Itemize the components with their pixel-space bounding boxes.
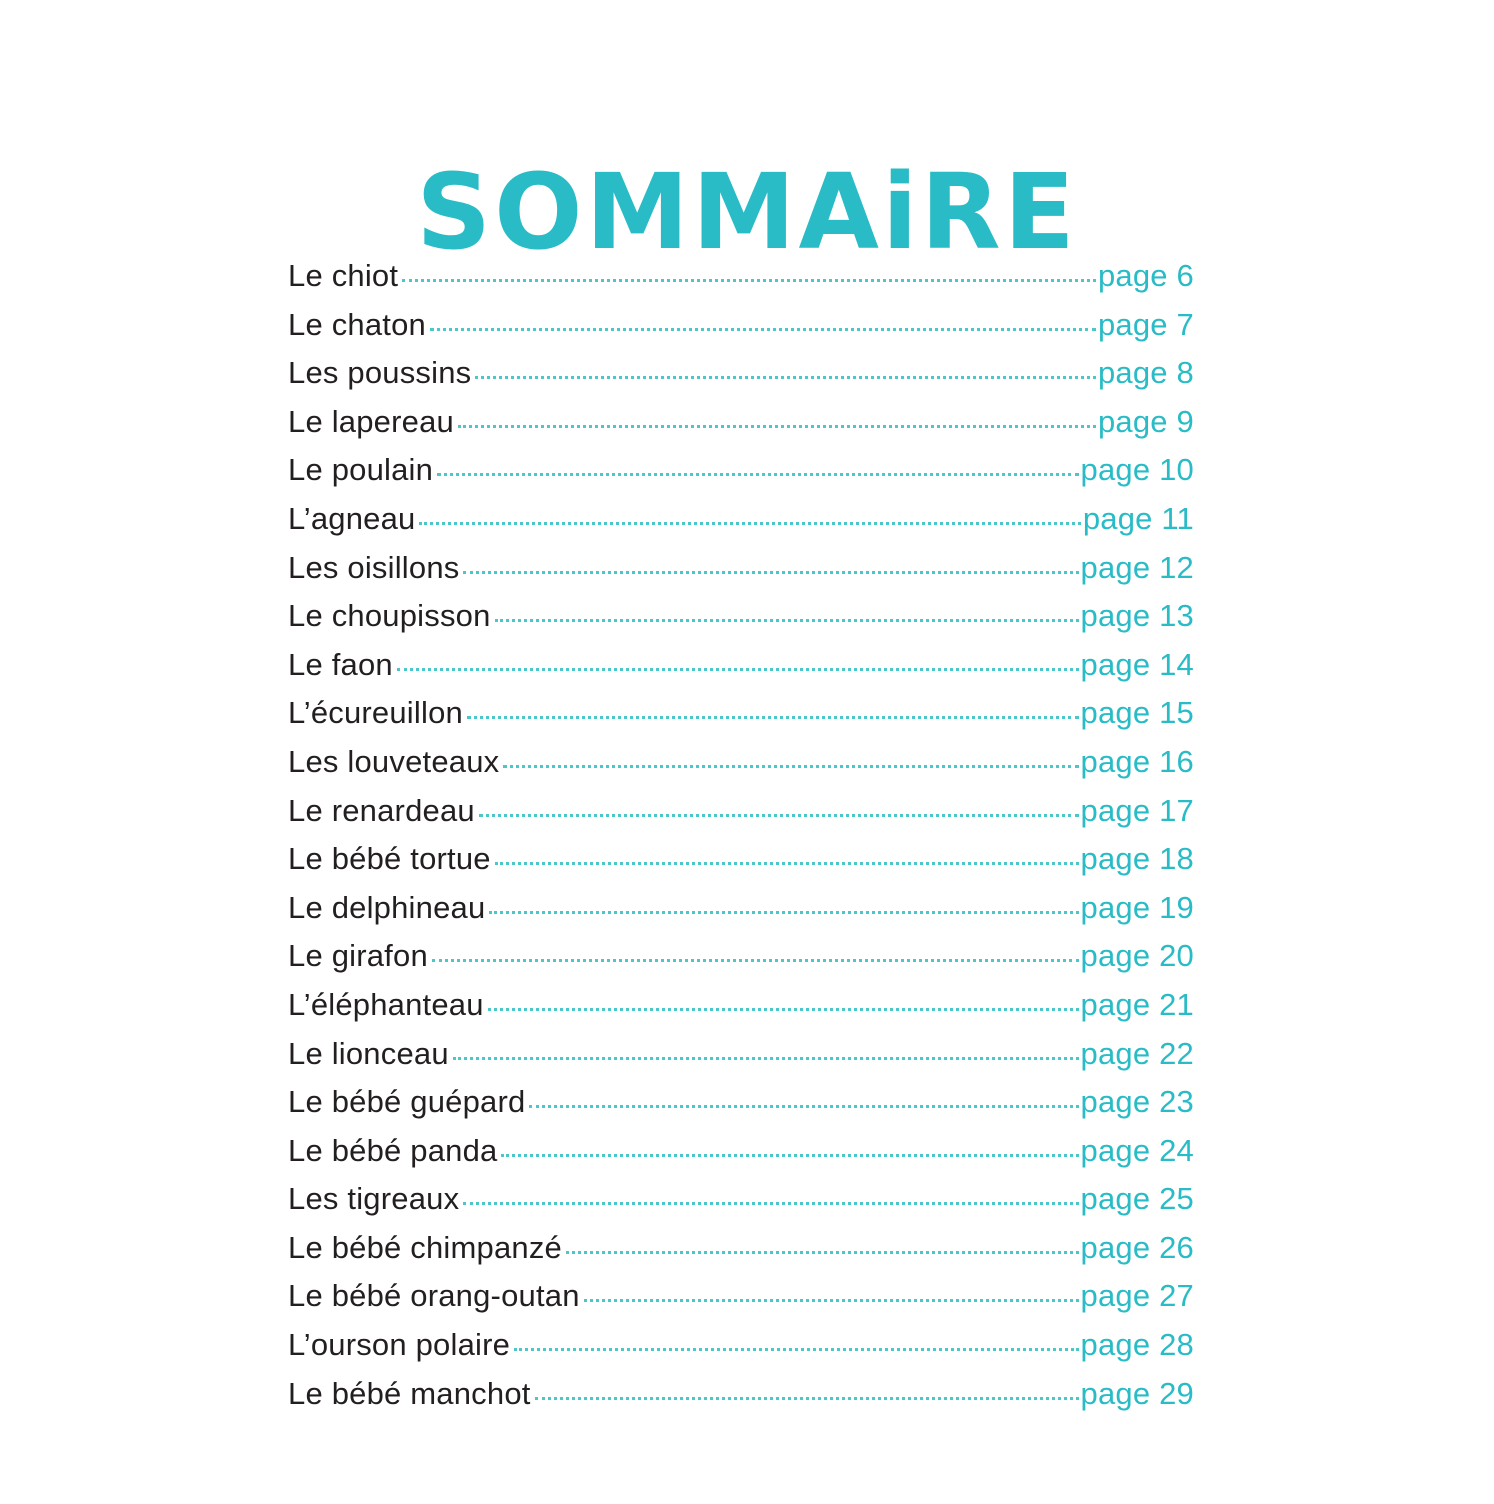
- toc-entry-label: Le chaton: [288, 306, 426, 342]
- toc-entry-page: page 18: [1080, 841, 1194, 877]
- toc-leader-dots: [397, 667, 1079, 671]
- toc-entry[interactable]: [288, 404, 1194, 453]
- toc-entry-page: page 6: [1097, 258, 1194, 293]
- toc-entry[interactable]: [288, 841, 1194, 890]
- toc-leader-dots: [475, 375, 1096, 379]
- toc-leader-dots: [566, 1250, 1079, 1254]
- toc-entry[interactable]: [288, 1084, 1194, 1133]
- toc-entry-label: Le chiot: [288, 258, 399, 293]
- toc-entry[interactable]: [288, 258, 1194, 307]
- toc-entry-page: page 29: [1080, 1375, 1194, 1411]
- toc-entry-label: L’éléphanteau: [288, 986, 484, 1022]
- toc-leader-dots: [501, 1153, 1078, 1157]
- toc-entry-page: page 28: [1080, 1327, 1194, 1363]
- toc-entry-page: page 15: [1080, 695, 1194, 731]
- toc-entry[interactable]: [288, 793, 1194, 842]
- toc-leader-dots: [419, 521, 1080, 525]
- toc-leader-dots: [535, 1396, 1079, 1400]
- toc-entry[interactable]: [288, 452, 1194, 501]
- toc-entry-page: page 13: [1080, 598, 1194, 634]
- toc-leader-dots: [402, 278, 1096, 282]
- toc-entry[interactable]: [288, 938, 1194, 987]
- toc-leader-dots: [463, 570, 1078, 574]
- toc-entry-label: Les poussins: [288, 355, 472, 391]
- toc-entry[interactable]: [288, 355, 1194, 404]
- toc-entry[interactable]: [288, 695, 1194, 744]
- toc-entry[interactable]: [288, 1230, 1194, 1279]
- toc-leader-dots: [514, 1347, 1078, 1351]
- toc-entry-label: Le girafon: [288, 938, 428, 974]
- toc-entry[interactable]: [288, 501, 1194, 550]
- toc-entry[interactable]: [288, 1327, 1194, 1376]
- toc-entry-label: Le bébé guépard: [288, 1084, 526, 1120]
- toc-leader-dots: [430, 327, 1096, 331]
- toc-entry-label: Le bébé manchot: [288, 1375, 531, 1411]
- toc-entry-page: page 16: [1080, 743, 1194, 779]
- toc-entry[interactable]: [288, 1376, 1194, 1425]
- toc-entry-label: Le lapereau: [288, 403, 454, 439]
- toc-entry-label: Le renardeau: [288, 792, 475, 828]
- toc-entry-page: page 24: [1080, 1132, 1194, 1168]
- toc-entry-page: page 25: [1080, 1181, 1194, 1217]
- toc-entry[interactable]: [288, 744, 1194, 793]
- toc-entry-page: page 10: [1080, 452, 1194, 488]
- toc-entry-label: Le lionceau: [288, 1035, 449, 1071]
- toc-entry-label: Les louveteaux: [288, 743, 500, 779]
- toc-leader-dots: [495, 861, 1079, 865]
- toc-entry-label: Le bébé panda: [288, 1132, 498, 1168]
- toc-leader-dots: [453, 1056, 1079, 1060]
- toc-leader-dots: [503, 764, 1078, 768]
- toc-entry-page: page 19: [1080, 889, 1194, 925]
- toc-entry[interactable]: [288, 1181, 1194, 1230]
- toc-leader-dots: [463, 1201, 1078, 1205]
- toc-entry[interactable]: [288, 647, 1194, 696]
- toc-entry[interactable]: [288, 550, 1194, 599]
- toc-entry-label: L’agneau: [288, 500, 416, 536]
- toc-entry-label: Le bébé orang-outan: [288, 1278, 580, 1314]
- toc-entry[interactable]: [288, 1278, 1194, 1327]
- toc-entry-label: Le faon: [288, 646, 393, 682]
- toc-entry-page: page 9: [1097, 403, 1194, 439]
- toc-leader-dots: [489, 910, 1078, 914]
- toc-entry-page: page 11: [1082, 500, 1194, 536]
- toc-entry-page: page 17: [1080, 792, 1194, 828]
- toc-leader-dots: [437, 472, 1078, 476]
- toc-leader-dots: [529, 1104, 1078, 1108]
- toc-leader-dots: [458, 424, 1096, 428]
- toc-entry-page: page 26: [1080, 1229, 1194, 1265]
- toc-entry[interactable]: [288, 890, 1194, 939]
- table-of-contents: [288, 258, 1194, 1424]
- toc-entry-page: page 23: [1080, 1084, 1194, 1120]
- toc-entry[interactable]: [288, 1133, 1194, 1182]
- page-title: SOMMAiRE: [416, 150, 1078, 273]
- toc-entry-label: Le choupisson: [288, 598, 491, 634]
- toc-entry[interactable]: [288, 598, 1194, 647]
- toc-entry-label: Le bébé tortue: [288, 841, 491, 877]
- toc-entry-label: Le bébé chimpanzé: [288, 1229, 562, 1265]
- toc-entry-page: page 27: [1080, 1278, 1194, 1314]
- toc-leader-dots: [432, 958, 1079, 962]
- toc-entry-page: page 7: [1097, 306, 1194, 342]
- toc-leader-dots: [467, 715, 1079, 719]
- toc-entry-page: page 14: [1080, 646, 1194, 682]
- toc-entry-label: Le delphineau: [288, 889, 486, 925]
- toc-entry-label: L’ourson polaire: [288, 1327, 511, 1363]
- toc-leader-dots: [495, 618, 1079, 622]
- toc-entry-page: page 21: [1080, 986, 1194, 1022]
- toc-entry-page: page 22: [1080, 1035, 1194, 1071]
- toc-entry-page: page 12: [1080, 549, 1194, 585]
- toc-entry-label: Les tigreaux: [288, 1181, 460, 1217]
- toc-entry-page: page 20: [1080, 938, 1194, 974]
- toc-entry-label: Les oisillons: [288, 549, 460, 585]
- toc-leader-dots: [479, 813, 1079, 817]
- toc-entry[interactable]: [288, 1036, 1194, 1085]
- toc-entry-label: L’écureuillon: [288, 695, 463, 731]
- toc-entry-label: Le poulain: [288, 452, 434, 488]
- toc-entry-page: page 8: [1097, 355, 1194, 391]
- toc-entry[interactable]: [288, 987, 1194, 1036]
- toc-leader-dots: [488, 1007, 1079, 1011]
- toc-leader-dots: [584, 1298, 1079, 1302]
- toc-entry[interactable]: [288, 307, 1194, 356]
